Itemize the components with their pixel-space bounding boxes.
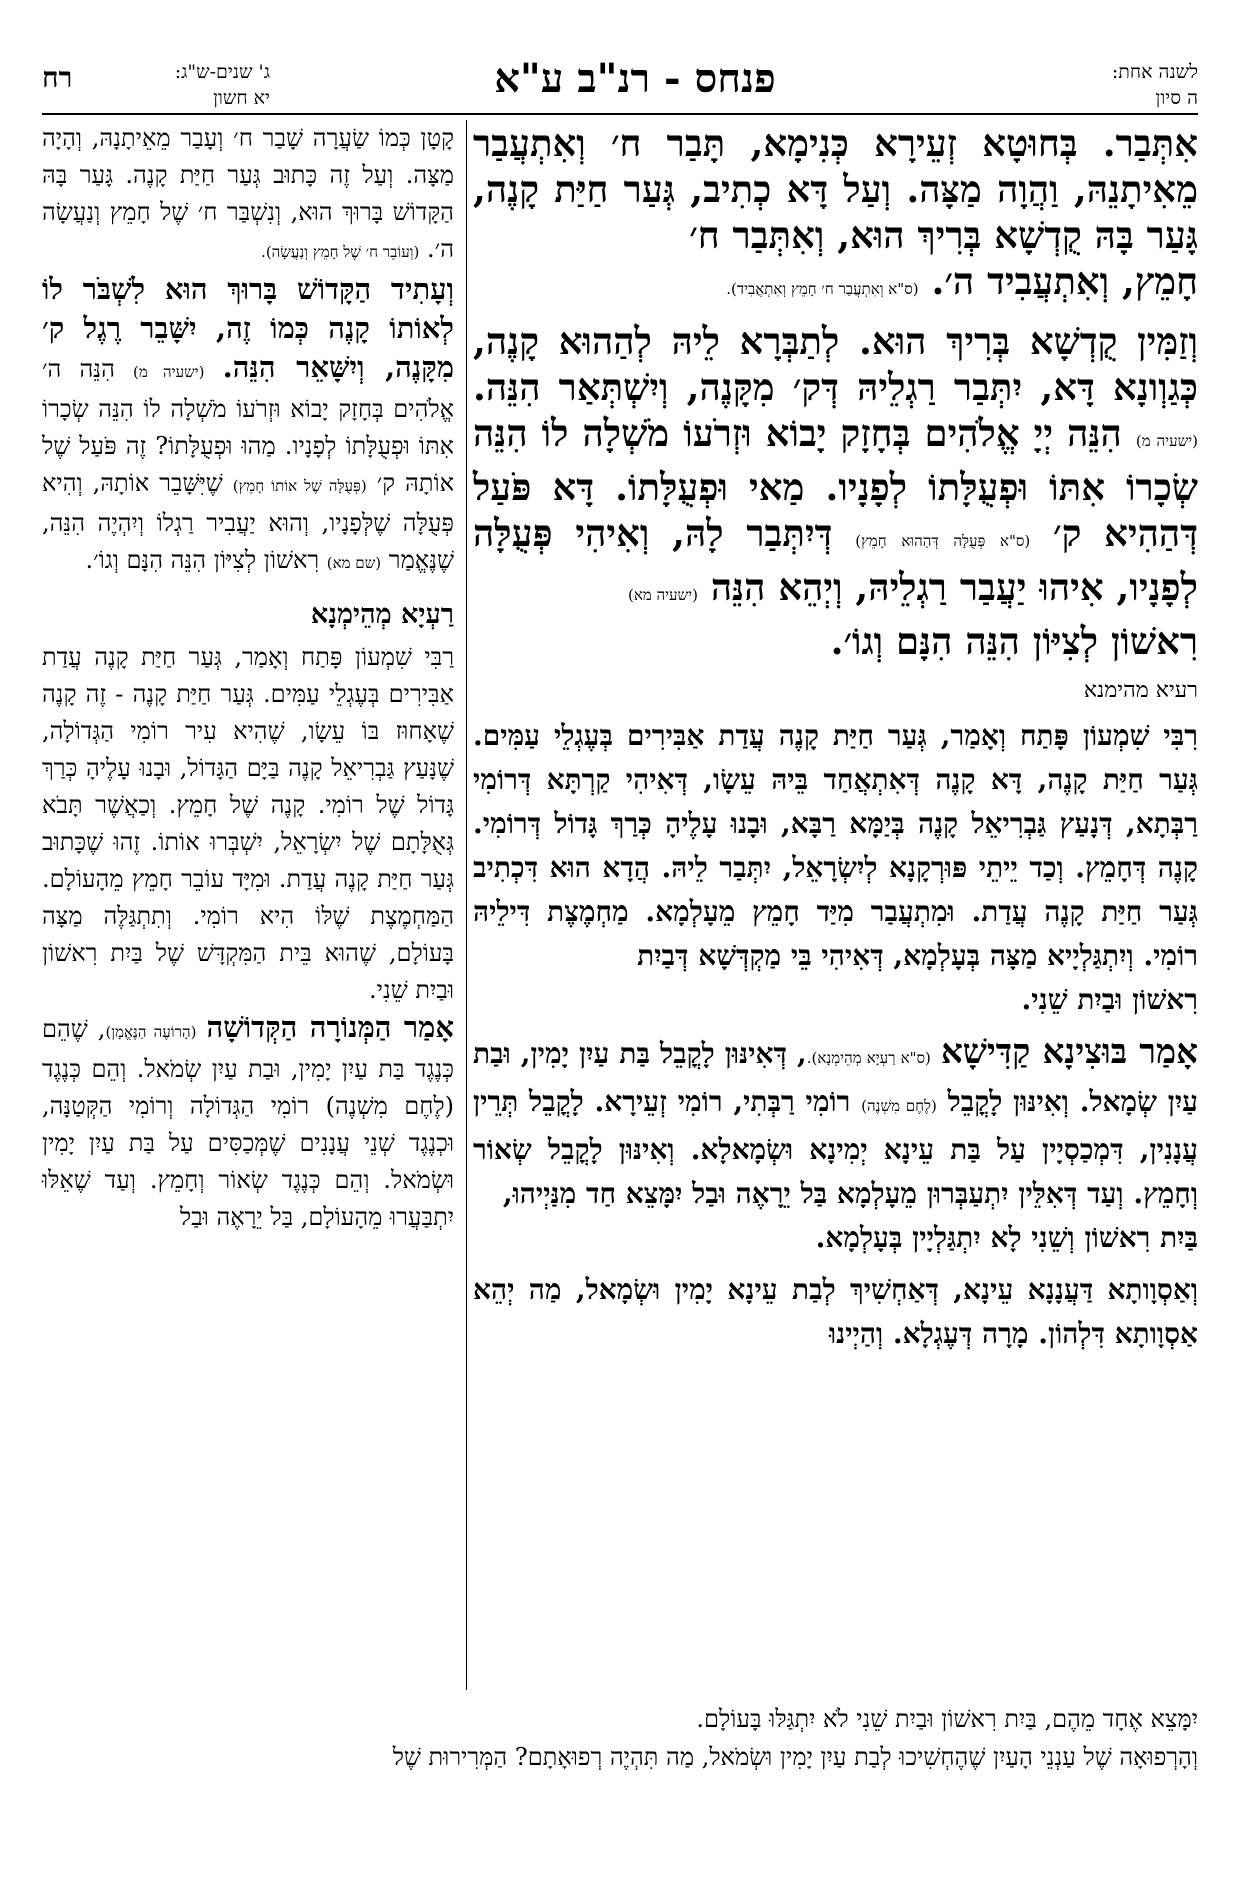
side-p2: וְעָתִיד הַקָּדוֹשׁ בָּרוּךְ הוּא לִשְׁבֹּר לוֹ לְאוֹתוֹ קָנֶה כְּמוֹ זֶה, יִשָּׁבֵר רֶגֶל ק׳ מִקָּנֶה, וְיִשָּׁאֵר הִנֵּה.: [42, 272, 455, 384]
side-paragraph-4: [42, 1009, 454, 1236]
main-paragraph-4: [473, 1030, 1198, 1216]
main-paragraph-2-end: [473, 618, 1198, 664]
side-paragraph-3: [42, 639, 454, 1009]
main-p4a: אָמַר בּוּצִינָא קַדִּישָׁא: [940, 1032, 1198, 1072]
main-p3: רִבִּי שִׁמְעוֹן פָּתַח וְאָמַר, גְּעַר חַיַּת קָנֶה עֲדַת אַבִּירִים בְּעֶגְלֵי עַמִּים. גְּעַר חַיַּת קָנֶה, דָּא קָנֶה דְּאִתְאֲחַד בֵּיהּ עֵשָׂו, דְּאִיהִי קַרְתָּא דְּרוֹמִי רַבְּתָא, דְּנָעַץ גַּבְרִיאֵל קָנֶה בְּיַמָּא רַבָּא, וּבָנוּ עָלֶיהָ כְּרַךְ גָּדוֹל דְּרוֹמִי. קָנֶה דְּחָמֵץ. וְכַד יֵיתֵי פּוּרְקָנָא לְיִשְׂרָאֵל, יִתְּבַר לֵיהּ. הֲדָא הוּא דִּכְתִיב גְּעַר חַיַּת קָנֶה עֲדַת. וּמִתְעֲבַר מִיַּד חָמֵץ מֵעָלְמָא. מַחְמֶצֶת דִּילֵיהּ רוֹמִי. וְיִתְגַּלְיָיא מַצָּה בְּעָלְמָא, דְּאִיהִי בֵּי מַקְדְּשָׁא דְּבַיִת: [473, 719, 1198, 972]
side-p2d: רִאשׁוֹן לְצִיּוֹן הִנֵּה הִנָּם וְגוֹ׳.: [85, 546, 320, 574]
header-right-meta: [1048, 59, 1198, 111]
side-p2-note2: (פְּעֻלָּה שֶׁל אוֹתוֹ חָמֵץ): [232, 477, 367, 495]
main-p4-note2: (לֶחֶם מִשְׁנֶה): [861, 1097, 937, 1115]
main-paragraph-1: [473, 120, 1198, 258]
main-paragraph-1-end: [473, 258, 1198, 312]
main-paragraph-4-end: [473, 1216, 1198, 1260]
side-p1-note: (וְעוֹבֵר ח׳ שֶׁל חָמֵץ וְנַעֲשָׂה).: [261, 243, 420, 261]
main-paragraph-3-end: [473, 978, 1198, 1022]
header-rule: [42, 113, 1198, 115]
right-meta-line-2: ה סיון: [1155, 87, 1198, 109]
side-paragraph-2: [42, 271, 454, 582]
main-p2c: דְּיִתְּבַר לָהּ, וְאִיהִי פְּעֻלָּה לְפָנָיו, אִיהוּ יַעֲבַר רַגְלֵיהּ, וְיְהֵא הִנֵּה: [473, 511, 1198, 609]
side-section-title: רַעְיָא מְהֵימְנָא: [310, 599, 454, 630]
bottom-line-2: וְהָרְפוּאָה שֶׁל עַנְנֵי הָעַיִן שֶׁהֶחְשִׁיכוּ לְבַת עַיִן יָמִין וּשְׂמֹאל, מַה תִּהְיֶה רְפוּאָתָם? הַמְּרִירוּת שֶׁל: [392, 1743, 1198, 1771]
main-paragraph-2: [473, 318, 1198, 618]
right-meta-line-1: לשנה אחת:: [1111, 61, 1198, 83]
side-p2-note1: (ישעיה מ): [133, 363, 205, 381]
page-number: רח: [42, 61, 73, 94]
main-p1-end: חָמֵץ, וְאִתְעֲבִיד ה׳.: [931, 259, 1198, 303]
side-p1: קָטָן כְּמוֹ שַׂעֲרָה שָׁבַר ח׳ וְעָבַר מֵאֵיתָנָהּ, וְהָיָה מַצָּה. וְעַל זֶה כָּתוּב גְּעַר חַיַּת קָנֶה. גָּעַר בָּהּ הַקָּדוֹשׁ בָּרוּךְ הוּא, וְנִשְׁבַּר ח׳ שֶׁל חָמֵץ וְנַעֲשָׂה ה׳.: [42, 124, 454, 263]
column-divider: [466, 120, 467, 1690]
main-p4c: רוֹמִי רַבְּתִי, רוֹמִי זְעֵירָא. לָקֳבֵל תְּרֵין עֲנָנִין, דִּמְכַסְיָין עַל בַּת עֵינָא יְמִינָא וּשְׂמָאלָא. וְאִינּוּן לָקֳבֵל שְׂאוֹר וְחָמֵץ. וְעַד דְּאִלֵּין יִתְעַבְּרוּן מֵעָלְמָא בַּל יֵרָאֶה וּבַל יִמָּצֵא חַד מִנַּיְיהוּ,: [473, 1085, 1198, 1210]
main-p2-note2: (ס"א פְּעֻלָּה דְּהַהוּא חָמֵץ): [855, 532, 1031, 550]
main-p4-end: בַּיִת רִאשׁוֹן וְשֵׁנִי לָא יִתְגַּלְיָין בְּעָלְמָא.: [815, 1221, 1198, 1254]
side-p4b: , שֶׁהֵם כְּנֶגֶד בַּת עַיִן יָמִין, וּבַת עַיִן שְׂמֹאל. וְהֵם כְּנֶגֶד (לֶחֶם מִשְׁנֶה) רוֹמִי הַגְּדוֹלָה וְרוֹמִי הַקְּטַנָּה, וּכְנֶגֶד שְׁנֵי עֲנָנִים שֶׁמְּכַסִּים עַל בַּת עַיִן יָמִין וּשְׂמֹאל. וְהֵם כְּנֶגֶד שְׂאוֹר וְחָמֵץ. וְעַד שֶׁאֵלּוּ יִתְבַּעֲרוּ מֵהָעוֹלָם, בַּל יֵרָאֶה וּבַל: [42, 1015, 454, 1231]
main-paragraph-3: [473, 714, 1198, 978]
page-header: [0, 55, 1253, 115]
main-section-label: רעיא מהימנא: [1083, 678, 1198, 703]
main-p2b: הִנֵּה יְיָ אֱלֹהִים בְּחָזָק יָבוֹא וּזְרֹעוֹ מֹשְׁלָה לוֹ הִנֵּה שְׂכָרוֹ אִתּוֹ וּפְעֻלָּתוֹ לְפָנָיו. מַאי וּפְעֻלָּתוֹ. דָּא פֹּעַל דְּהַהִיא ק׳: [473, 411, 1198, 555]
side-p2b: הִנֵּה ה׳ אֱלֹהִים בְּחָזָק יָבוֹא וּזְרֹעוֹ מֹשְׁלָה לוֹ הִנֵּה שְׂכָרוֹ אִתּוֹ וּפְעֻלָּתוֹ לְפָנָיו. מַהוּ וּפְעֻלָּתוֹ? זֶה פֹּעַל שֶׁל אוֹתָהּ ק׳: [42, 355, 455, 497]
side-column: [42, 120, 454, 1690]
side-p3: רַבִּי שִׁמְעוֹן פָּתַח וְאָמַר, גְּעַר חַיַּת קָנֶה עֲדַת אַבִּירִים בְּעֶגְלֵי עַמִּים. גְּעַר חַיַּת קָנֶה - זֶה קָנֶה שֶׁאָחוּז בּוֹ עֵשָׂו, שֶׁהִיא עִיר רוֹמִי הַגְּדוֹלָה, שֶׁנָּעַץ גַּבְרִיאֵל קָנֶה בַּיָּם הַגָּדוֹל, וּבָנוּ עָלֶיהָ כְּרַךְ גָּדוֹל שֶׁל רוֹמִי. קָנֶה שֶׁל חָמֵץ. וְכַאֲשֶׁר תָּבֹא גְּאֻלָּתָם שֶׁל יִשְׂרָאֵל, יִשְׁבְּרוּ אוֹתוֹ. זֶהוּ שֶׁכָּתוּב גְּעַר חַיַּת קָנֶה עֲדַת. וּמִיָּד עוֹבֵר חָמֵץ מֵהָעוֹלָם. הַמַּחְמֶצֶת שֶׁלּוֹ הִיא רוֹמִי. וְתִתְגַּלֶּה מַצָּה בָּעוֹלָם, שֶׁהוּא בֵּית הַמִּקְדָּשׁ שֶׁל בַּיִת רִאשׁוֹן וּבַיִת שֵׁנִי.: [42, 643, 454, 1004]
left-meta-line-1: ג' שנים-ש"ג:: [174, 61, 270, 83]
side-p2c: שֶׁיִּשָּׁבֵר אוֹתָהּ, וְהִיא פְּעֻלָּה שֶׁלְּפָנָיו, וְהוּא יַעֲבִיר רַגְלוֹ וְיִהְיֶה הִנֵּה, שֶׁנֶּאֱמַר: [42, 469, 454, 574]
main-p2-note3: (ישעיה מא): [627, 586, 698, 604]
main-p2a: וְזַמִּין קֻדְשָׁא בְּרִיךְ הוּא. לְתַבְּרָא לֵיהּ לְהַהוּא קָנֶה, כְּגַוְונָא דָּא, יִתְּבַר רַגְלֵיהּ דְּק׳ מִקָּנֶה, וְיִשְׁתְּאַר הִנֵּה.: [473, 319, 1198, 409]
main-p4-note1: (ס"א רַעְיָא מְהֵימְנָא).: [806, 1049, 931, 1067]
side-p4-note1: (הָרוֹעֶה הַנֶּאֱמָן): [105, 1023, 197, 1041]
side-p4a: אָמַר הַמְּנוֹרָה הַקְּדוֹשָׁה: [206, 1010, 454, 1044]
page-title: פנחס - רנ"ב ע"א: [494, 55, 776, 102]
bottom-line-1: יִמָּצֵא אֶחָד מֵהֶם, בַּיִת רִאשׁוֹן וּבַיִת שֵׁנִי לֹא יִתְגַּלּוּ בָּעוֹלָם.: [696, 1705, 1198, 1733]
main-p3-end: רִאשׁוֹן וּבַיִת שֵׁנִי.: [1021, 983, 1198, 1016]
header-left-meta: [120, 59, 270, 111]
main-p4b: , דְּאִינּוּן לָקֳבֵל בַּת עַיִן יָמִין, וּבַת עַיִן שְׂמָאל. וְאִינּוּן לָקֳבֵל: [473, 1037, 1199, 1118]
side-p2-note3: (שם מא): [326, 554, 382, 572]
main-column: [473, 120, 1198, 1690]
main-p2d: רִאשׁוֹן לְצִיּוֹן הִנֵּה הִנָּם וְגוֹ׳.: [830, 619, 1198, 663]
main-p2-note1: (ישעיה מ): [1135, 432, 1198, 450]
bottom-lines: [42, 1700, 1198, 1776]
main-p5: וְאַסְוָותָא דַּעֲנָנָא עֵינָא, דְּאַחְשִׁיךְ לְבַת עֵינָא יָמִין וּשְׂמָאל, מַה יְהֵא אַסְוָותָא דִּלְהוֹן. מָרָה דְּעֶגְלָא. וְהַיְינוּ: [473, 1273, 1198, 1350]
main-paragraph-5: [473, 1268, 1198, 1356]
left-meta-line-2: יא חשון: [213, 87, 270, 109]
side-paragraph-1: [42, 120, 454, 271]
main-p1-note: (ס"א וְאִתְעֲבַר ח׳ חָמֵץ וְאִתְאֲבִיד).: [726, 280, 919, 298]
main-p1-text: אִתְּבַר. בְּחוּטָא זְעֵירָא כְּנִימָא, תָּבַר ח׳ וְאִתְעֲבַר מֵאִיתָנֵהּ, וַהֲוָה מַצָּה. וְעַל דָּא כְתִיב, גְּעַר חַיַּת קָנֶה, גָּעַר בָּהּ קֻדְשָׁא בְּרִיךְ הוּא, וְאִתְּבַר ח׳: [473, 121, 1198, 257]
